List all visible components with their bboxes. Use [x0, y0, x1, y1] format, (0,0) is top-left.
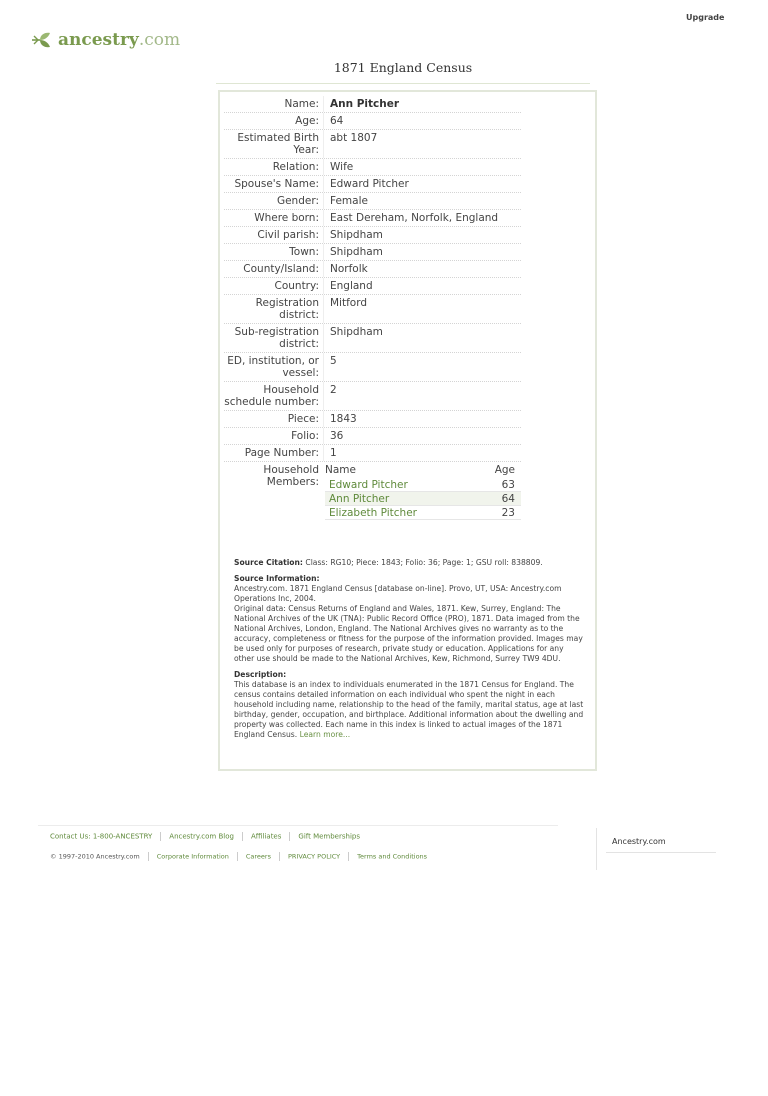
separator	[348, 852, 349, 861]
footer-vertical-divider	[596, 828, 597, 870]
source-citation-text: Class: RG10; Piece: 1843; Folio: 36; Page: 1; GSU roll: 838809.	[305, 558, 543, 567]
field-label: Age:	[295, 115, 319, 127]
household-col-age: Age	[494, 464, 515, 476]
household-member-age: 64	[501, 493, 515, 505]
field-value: 64	[323, 113, 521, 129]
household-member-link[interactable]: Elizabeth Pitcher	[329, 507, 417, 519]
separator	[242, 832, 243, 841]
field-value: Edward Pitcher	[323, 176, 521, 192]
record-table	[224, 96, 521, 520]
affiliates-link[interactable]: Affiliates	[250, 832, 282, 841]
field-row-country	[224, 278, 521, 295]
separator	[289, 832, 290, 841]
terms-link[interactable]: Terms and Conditions	[357, 852, 428, 861]
household-member-age: 63	[501, 479, 515, 491]
field-label: Where born:	[254, 212, 319, 224]
field-label: Household schedule number:	[224, 384, 319, 408]
field-label: Estimated Birth Year:	[237, 132, 319, 156]
field-value: Shipdham	[323, 227, 521, 243]
field-value: 1843	[323, 411, 521, 427]
field-label: Spouse's Name:	[234, 178, 319, 190]
title-divider	[216, 83, 590, 84]
footer-brand-divider	[606, 852, 716, 853]
source-information	[234, 574, 584, 664]
ancestry-logo[interactable]	[30, 30, 180, 50]
household-member-row	[325, 506, 521, 520]
record-title: 1871 England Census	[333, 60, 473, 75]
description-text: This database is an index to individuals enumerated in the 1871 Census for England. The census contains detailed information on each individual who spent the night in each household including name, relationship to the head of the family, marital status, age at last birthday, gender, occupation, and birthplace. Additional information about the dwelling and property was collected. Each name in this index is linked to actual images of the 1871 England Census.	[234, 680, 584, 739]
upgrade-link[interactable]: Upgrade	[686, 13, 725, 22]
description	[234, 670, 584, 740]
household-member-row	[325, 478, 521, 492]
field-row-piece	[224, 411, 521, 428]
field-row-gender	[224, 193, 521, 210]
field-value: 1	[323, 445, 521, 461]
field-value: East Dereham, Norfolk, England	[323, 210, 521, 226]
field-row-name	[224, 96, 521, 113]
field-row-spouse	[224, 176, 521, 193]
careers-link[interactable]: Careers	[245, 852, 271, 861]
field-label: Piece:	[287, 413, 319, 425]
field-value: Wife	[323, 159, 521, 175]
field-label: Sub-registration district:	[234, 326, 319, 350]
field-row-household-schedule	[224, 382, 521, 411]
description-heading: Description:	[234, 670, 287, 679]
field-label: Page Number:	[244, 447, 319, 459]
contact-us-link[interactable]: Contact Us: 1-800-ANCESTRY	[50, 832, 153, 841]
household-member-link[interactable]: Edward Pitcher	[329, 479, 408, 491]
field-row-age	[224, 113, 521, 130]
footer-brand[interactable]: Ancestry.com	[612, 837, 666, 846]
household-table	[323, 464, 521, 520]
household-members	[224, 462, 521, 520]
separator	[160, 832, 161, 841]
leaf-logo-icon	[30, 30, 56, 50]
source-info-text: Ancestry.com. 1871 England Census [database on-line]. Provo, UT, USA: Ancestry.com Operations Inc, 2004.	[234, 584, 562, 603]
field-value: Shipdham	[323, 244, 521, 260]
copyright-text: © 1997-2010 Ancestry.com	[50, 852, 140, 861]
blog-link[interactable]: Ancestry.com Blog	[169, 832, 234, 841]
gift-memberships-link[interactable]: Gift Memberships	[298, 832, 360, 841]
field-label: Registration district:	[255, 297, 319, 321]
household-member-age: 23	[501, 507, 515, 519]
household-header	[325, 464, 521, 478]
household-member-link[interactable]: Ann Pitcher	[329, 493, 390, 505]
field-row-ed-institution	[224, 353, 521, 382]
field-row-relation	[224, 159, 521, 176]
household-member-row	[325, 492, 521, 506]
field-value: Norfolk	[323, 261, 521, 277]
field-value: Female	[323, 193, 521, 209]
field-label: ED, institution, or vessel:	[227, 355, 319, 379]
source-citation-heading: Source Citation:	[234, 558, 303, 567]
source-citation	[234, 558, 584, 568]
field-value: 5	[323, 353, 521, 381]
separator	[279, 852, 280, 861]
field-row-birth-year	[224, 130, 521, 159]
source-info-heading: Source Information:	[234, 574, 320, 583]
field-value: England	[323, 278, 521, 294]
field-row-sub-registration-district	[224, 324, 521, 353]
field-row-folio	[224, 428, 521, 445]
learn-more-link[interactable]: Learn more...	[299, 730, 351, 739]
field-value: 2	[323, 382, 521, 410]
field-label: Folio:	[291, 430, 319, 442]
separator	[237, 852, 238, 861]
field-row-where-born	[224, 210, 521, 227]
footer-divider	[38, 825, 558, 826]
privacy-policy-link[interactable]: PRIVACY POLICY	[287, 852, 341, 861]
field-row-page-number	[224, 445, 521, 462]
household-col-name: Name	[325, 464, 356, 476]
field-label: Relation:	[272, 161, 319, 173]
field-label: Town:	[289, 246, 319, 258]
field-label: Civil parish:	[257, 229, 319, 241]
field-row-registration-district	[224, 295, 521, 324]
field-label: Country:	[274, 280, 319, 292]
field-label: Gender:	[276, 195, 319, 207]
footer-links-secondary	[50, 852, 427, 861]
field-value: Ann Pitcher	[323, 96, 521, 112]
logo-text: ancestry.com	[58, 30, 181, 50]
field-row-civil-parish	[224, 227, 521, 244]
source-section	[234, 558, 584, 746]
footer-links-primary	[50, 832, 360, 841]
household-label: Household Members:	[263, 464, 319, 488]
separator	[148, 852, 149, 861]
field-row-town	[224, 244, 521, 261]
field-label: Name:	[284, 98, 319, 110]
field-value: abt 1807	[323, 130, 521, 158]
field-value: 36	[323, 428, 521, 444]
field-value: Shipdham	[323, 324, 521, 352]
field-row-county	[224, 261, 521, 278]
corporate-info-link[interactable]: Corporate Information	[156, 852, 229, 861]
field-label: County/Island:	[243, 263, 319, 275]
record-panel	[218, 90, 597, 771]
record-title-block	[216, 60, 590, 84]
field-value: Mitford	[323, 295, 521, 323]
source-info-original-data: Original data: Census Returns of England and Wales, 1871. Kew, Surrey, England: The National Archives of the UK (TNA): Public Record Office (PRO), 1871. Data imaged from the National Archives, London, England. The National Archives gives no warranty as to the accuracy, completeness or fitness for the purpose of the information provided. Images may be used only for purposes of research, private study or education. Applications for any other use should be made to the National Archives, Kew, Richmond, Surrey TW9 4DU.	[234, 604, 583, 663]
